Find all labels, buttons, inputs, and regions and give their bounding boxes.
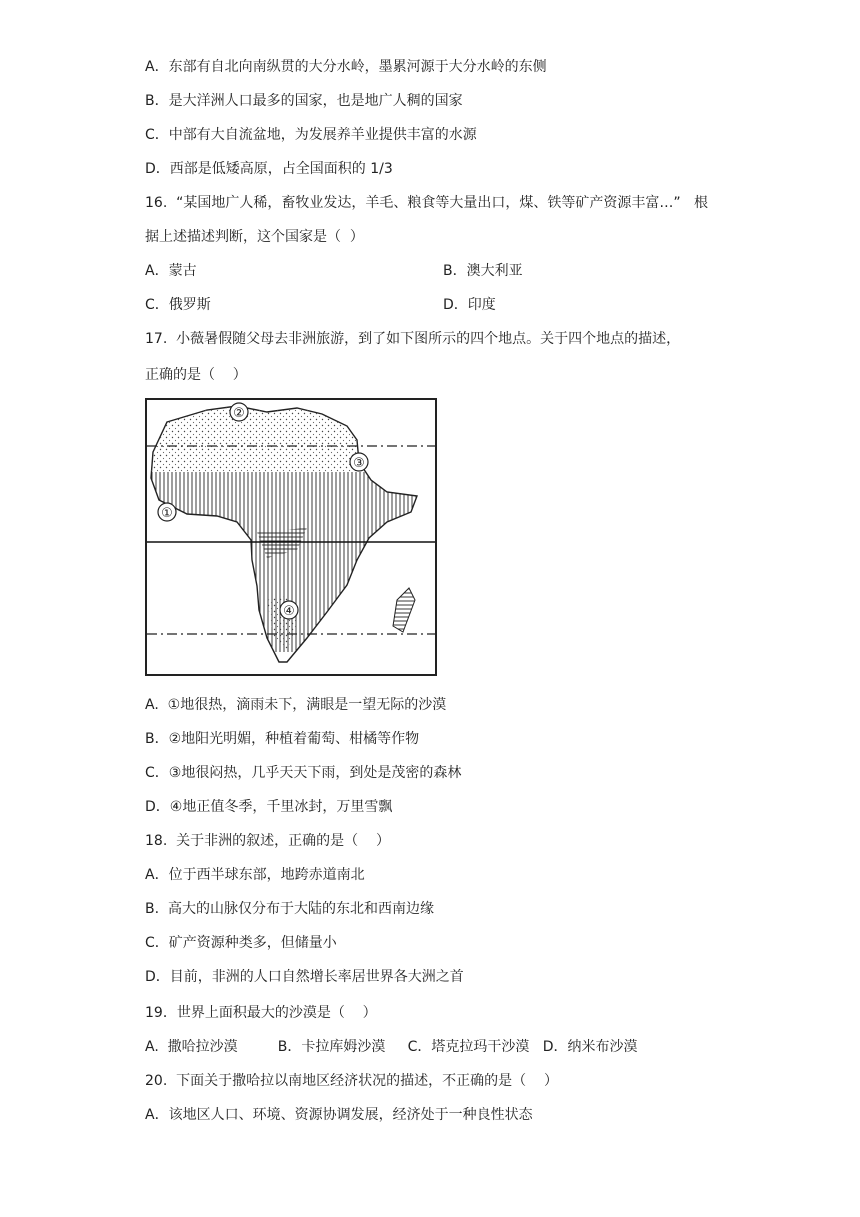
q17-option-d: D．④地正值冬季，千里冰封，万里雪飘	[145, 799, 393, 815]
q17-stem-line1: 17. 小薇暑假随父母去非洲旅游，到了如下图所示的四个地点。关于四个地点的描述，	[145, 331, 681, 347]
q15-option-a: A．东部有自北向南纵贯的大分水岭，墨累河源于大分水岭的东侧	[145, 59, 547, 75]
svg-text:②: ②	[233, 406, 245, 421]
q17-option-a: A. ①地很热，滴雨未下，满眼是一望无际的沙漠	[145, 697, 447, 713]
q16-option-d: D．印度	[443, 297, 496, 313]
q17-option-b: B．②地阳光明媚，种植着葡萄、柑橘等作物	[145, 731, 420, 747]
q18-option-d: D．目前，非洲的人口自然增长率居世界各大洲之首	[145, 969, 464, 985]
q20-stem: 20. 下面关于撒哈拉以南地区经济状况的描述，不正确的是（ ）	[145, 1073, 558, 1089]
svg-text:④: ④	[283, 604, 295, 619]
desert-region	[147, 400, 435, 472]
madagascar	[393, 588, 415, 632]
q17-stem-line2: 正确的是（ ）	[145, 367, 247, 383]
q18-option-c: C．矿产资源种类多，但储量小	[145, 935, 337, 951]
q15-option-b: B．是大洋洲人口最多的国家，也是地广人稠的国家	[145, 93, 463, 109]
location-marker-3	[350, 453, 368, 471]
q16-stem-line1: 16. “某国地广人稀，畜牧业发达，羊毛、粮食等大量出口，煤、铁等矿产资源丰富…” 根	[145, 195, 709, 211]
q18-stem: 18. 关于非洲的叙述，正确的是（ ）	[145, 833, 390, 849]
q16-option-b: B．澳大利亚	[443, 263, 523, 279]
q18-option-a: A．位于西半球东部，地跨赤道南北	[145, 867, 365, 883]
africa-map	[145, 398, 437, 676]
q15-option-c: C．中部有大自流盆地，为发展养羊业提供丰富的水源	[145, 127, 477, 143]
q17-option-c: C．③地很闷热，几乎天天下雨，到处是茂密的森林	[145, 765, 462, 781]
q16-stem-line2: 据上述描述判断，这个国家是（ ）	[145, 229, 364, 245]
location-marker-4	[280, 601, 298, 619]
q20-option-a: A．该地区人口、环境、资源协调发展，经济处于一种良性状态	[145, 1107, 533, 1123]
q19-stem: 19．世界上面积最大的沙漠是（ ）	[145, 1005, 377, 1021]
q16-option-a: A．蒙古	[145, 263, 197, 279]
q15-option-d: D．西部是低矮高原，占全国面积的 1/3	[145, 161, 393, 177]
savanna-region	[247, 542, 367, 652]
location-marker-2	[230, 403, 248, 421]
q16-option-c: C．俄罗斯	[145, 297, 211, 313]
q18-option-b: B. 高大的山脉仅分布于大陆的东北和西南边缘	[145, 901, 434, 917]
svg-text:③: ③	[353, 456, 365, 471]
svg-text:①: ①	[161, 506, 173, 521]
q19-options: A. 撒哈拉沙漠 B．卡拉库姆沙漠 C．塔克拉玛干沙漠 D．纳米布沙漠	[145, 1039, 638, 1055]
location-marker-1	[158, 503, 176, 521]
